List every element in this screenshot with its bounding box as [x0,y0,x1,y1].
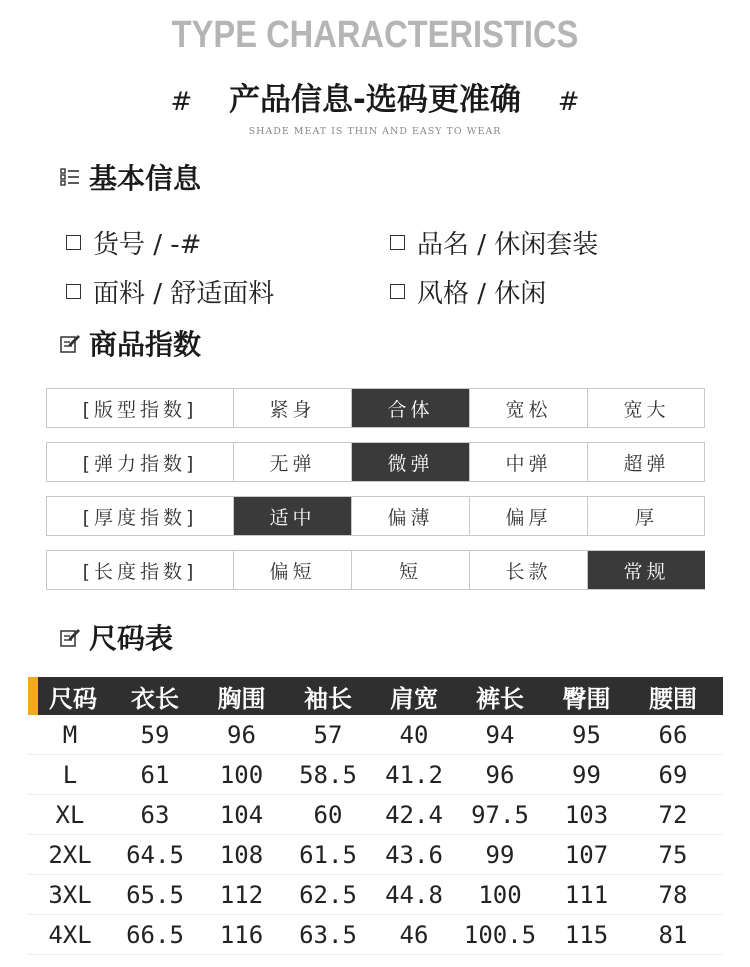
size-value-cell: 61.5 [299,840,357,869]
index-option: 偏薄 [351,497,469,535]
info-item [66,273,390,310]
size-chart-title: 尺码表 [89,622,174,655]
index-label: [弹力指数] [82,452,198,475]
checkbox-icon [66,235,81,250]
size-row [28,915,723,955]
size-header-cell: 肩宽 [390,684,438,713]
size-value-cell: 94 [485,720,515,749]
index-option: 超弹 [587,443,705,481]
size-value-cell: 97.5 [471,800,529,829]
size-value-cell: 57 [313,720,343,749]
basic-info-title: 基本信息 [89,162,202,195]
index-option: 宽松 [469,389,587,427]
size-value-cell: 59 [140,720,170,749]
edit-note-icon [60,627,80,647]
index-title: 商品指数 [89,328,202,361]
index-row [46,496,705,536]
index-row [46,388,705,428]
index-label: [长度指数] [82,560,198,583]
size-row [28,835,723,875]
basic-info-grid [66,218,706,316]
size-row [28,875,723,915]
size-value-cell: 96 [227,720,256,749]
size-value-cell: 78 [658,880,688,909]
size-value-cell: 61 [140,760,170,789]
headline [0,74,750,119]
size-value-cell: 66 [658,720,688,749]
size-label-cell: 2XL [48,840,92,869]
index-row [46,442,705,482]
edit-note-icon [60,333,80,353]
index-option-selected: 适中 [233,497,351,535]
size-value-cell: 65.5 [126,880,184,909]
info-item [390,273,546,310]
size-header-cell: 裤长 [476,684,524,713]
tagline: SHADE MEAT IS THIN AND EASY TO WEAR [248,126,502,137]
size-value-cell: 99 [485,840,515,869]
size-value-cell: 111 [564,880,609,909]
size-value-cell: 100 [219,760,264,789]
size-label-cell: 3XL [48,880,92,909]
size-value-cell: 81 [658,920,688,949]
size-label-cell: M [62,720,78,749]
index-option-selected: 合体 [351,389,469,427]
size-value-cell: 62.5 [299,880,357,909]
index-option-selected: 微弹 [351,443,469,481]
size-header-cell: 腰围 [649,684,697,713]
size-value-cell: 112 [219,880,264,909]
size-header-cell: 衣长 [131,684,179,713]
size-value-cell: 75 [658,840,688,869]
index-option: 紧身 [233,389,351,427]
size-value-cell: 64.5 [126,840,184,869]
size-value-cell: 72 [658,800,688,829]
size-value-cell: 41.2 [385,760,443,789]
size-value-cell: 96 [485,760,515,789]
size-table-body [28,715,723,955]
size-chart-heading [60,617,173,657]
index-heading [60,323,201,363]
index-label: [版型指数] [82,398,198,421]
index-option: 中弹 [469,443,587,481]
size-row [28,755,723,795]
hash-left: # [170,87,193,117]
size-header-cell: 袖长 [304,684,352,713]
info-item [66,224,390,261]
size-value-cell: 107 [564,840,609,869]
size-value-cell: 100 [478,880,522,909]
size-value-cell: 63 [140,800,170,829]
index-option: 宽大 [587,389,705,427]
header-accent-bar [28,677,38,715]
index-option: 偏短 [233,551,351,589]
index-option: 偏厚 [469,497,587,535]
index-label: [厚度指数] [82,506,198,529]
size-value-cell: 60 [313,800,343,829]
size-label-cell: 4XL [48,920,92,949]
size-value-cell: 115 [564,920,609,949]
hash-right: # [557,87,580,117]
index-option-selected: 常规 [587,551,705,589]
size-value-cell: 69 [658,760,688,789]
index-option: 短 [351,551,469,589]
size-header-cell: 尺码 [49,684,97,713]
size-table-header [28,677,723,715]
index-row [46,550,705,590]
info-item-text: 货号 / -# [93,230,202,260]
size-value-cell: 108 [219,840,264,869]
index-table [46,388,705,604]
size-value-cell: 44.8 [385,880,443,909]
size-label-cell: L [62,760,78,789]
size-value-cell: 116 [219,920,264,949]
size-value-cell: 58.5 [299,760,357,789]
index-option: 厚 [587,497,705,535]
size-row [28,715,723,755]
headline-text: 产品信息-选码更准确 [229,82,521,118]
checkbox-icon [390,284,405,299]
info-item-text: 风格 / 休闲 [417,279,547,309]
size-header-cell: 胸围 [217,684,266,713]
info-item-text: 品名 / 休闲套装 [417,230,599,260]
size-row [28,795,723,835]
size-value-cell: 104 [219,800,264,829]
size-value-cell: 63.5 [299,920,357,949]
size-value-cell: 43.6 [385,840,443,869]
size-value-cell: 42.4 [385,800,443,829]
size-label-cell: XL [55,800,85,829]
index-option: 无弹 [233,443,351,481]
checkbox-icon [390,235,405,250]
hero-title: TYPE CHARACTERISTICS [171,14,579,56]
size-value-cell: 66.5 [126,920,184,949]
size-value-cell: 40 [399,720,429,749]
basic-info-heading [60,157,201,197]
list-icon [60,167,80,187]
size-value-cell: 46 [399,920,429,949]
size-value-cell: 103 [564,800,609,829]
index-option: 长款 [469,551,587,589]
size-header-cell: 臀围 [562,684,611,713]
checkbox-icon [66,284,81,299]
info-item [390,224,598,261]
info-item-text: 面料 / 舒适面料 [93,279,275,309]
size-value-cell: 95 [572,720,601,749]
size-value-cell: 99 [572,760,601,789]
size-table [28,677,723,955]
size-value-cell: 100.5 [463,920,537,949]
